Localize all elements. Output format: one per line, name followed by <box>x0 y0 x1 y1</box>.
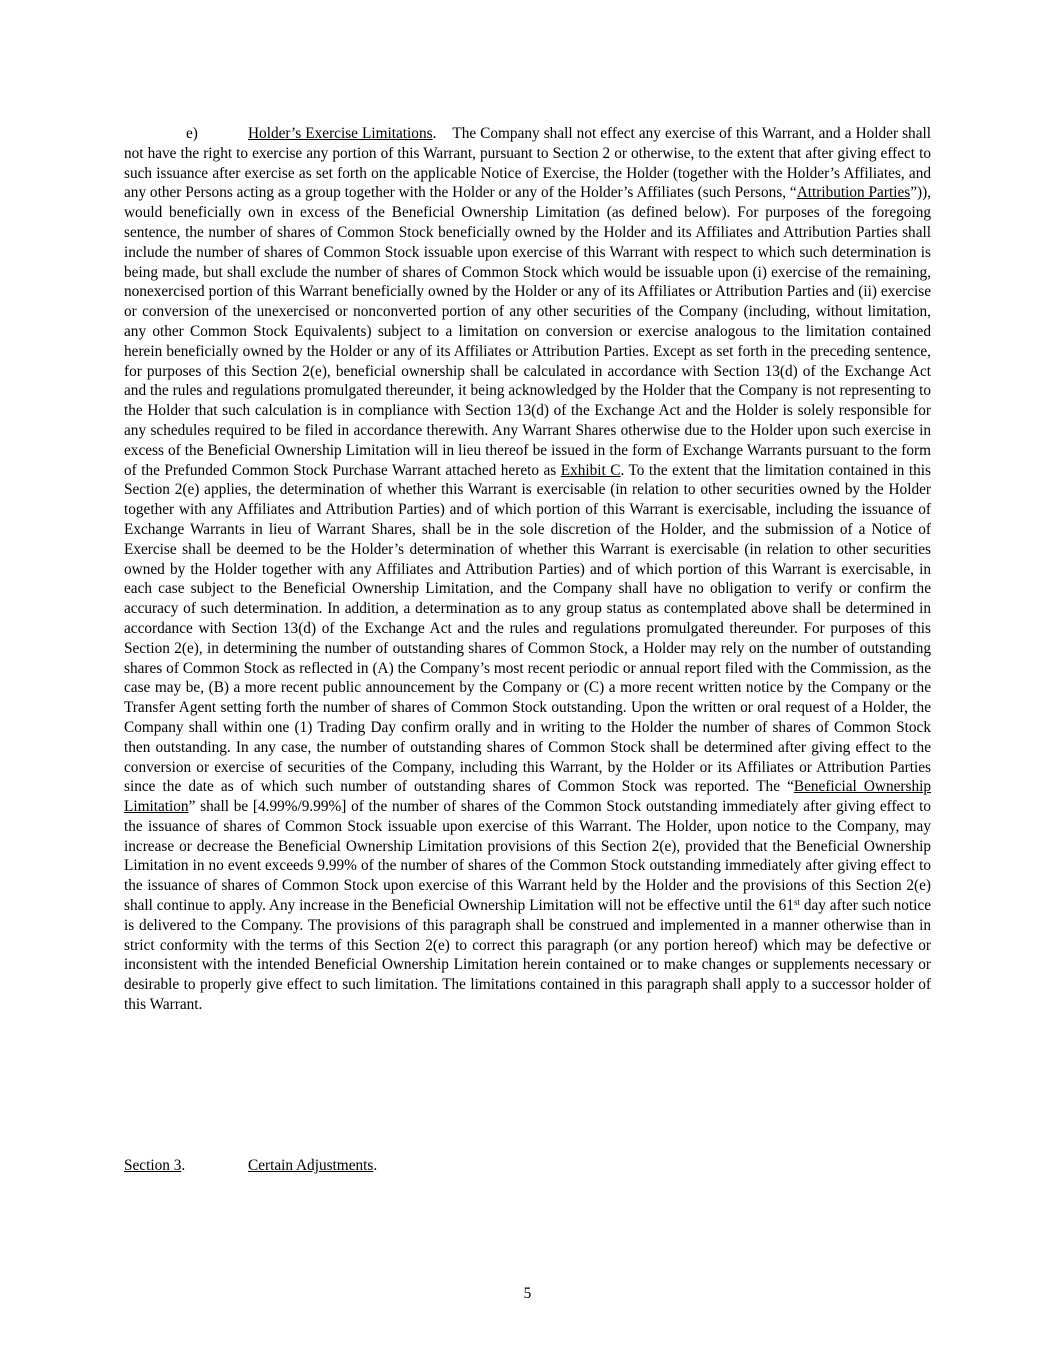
paragraph-e <box>124 124 931 1015</box>
paragraph-heading-suffix: . <box>432 125 437 142</box>
defined-term-beneficial-ownership-limitation: Beneficial Ownership Limitation <box>124 778 931 816</box>
paragraph-heading: Holder’s Exercise Limitations <box>248 125 433 142</box>
ordinal-superscript: st <box>793 897 800 908</box>
section-number-suffix: . <box>181 1157 186 1174</box>
paragraph-text-part-4: ” shall be [4.99%/9.99%] of the number of shares of the Common Stock outstanding immediately after giving effect to the issuance of shares of Common Stock issuable upon exercise of this Warrant. The Holder, upon notice to the Company, may increase or decrease the Beneficial Ownership Limitation provisions of this Section 2(e), provided that the Beneficial Ownership Limitation in no event exceeds 9.99% of the number of shares of the Common Stock outstanding immediately after giving effect to the issuance of shares of Common Stock upon exercise of this Warrant held by the Holder and the provisions of this Section 2(e) shall continue to apply. Any increase in the Beneficial Ownership Limitation will not be effective until the 61 <box>124 798 931 915</box>
page-number: 5 <box>523 1285 532 1302</box>
paragraph-text-part-2: ”)), would beneficially own in excess of the Beneficial Ownership Limitation (as defined below). For purposes of the foregoing sentence, the number of shares of Common Stock beneficially owned by the Holder and its Affiliates and Attribution Parties shall include the number of shares of Common Stock issuable upon exercise of this Warrant with respect to which such determination is being made, but shall exclude the number of shares of Common Stock which would be issuable upon (i) exercise of the remaining, nonexercised portion of this Warrant beneficially owned by the Holder or any of its Affiliates or Attribution Parties and (ii) exercise or conversion of the unexercised or nonconverted portion of any other securities of the Company (including, without limitation, any other Common Stock Equivalents) subject to a limitation on conversion or exercise analogous to the limitation contained herein beneficially owned by the Holder or any of its Affiliates or Attribution Parties. Except as set forth in the preceding sentence, for purposes of this Section 2(e), beneficial ownership shall be calculated in accordance with Section 13(d) of the Exchange Act and the rules and regulations promulgated thereunder, it being acknowledged by the Holder that the Company is not representing to the Holder that such calculation is in compliance with Section 13(d) of the Exchange Act and the Holder is solely responsible for any schedules required to be filed in accordance therewith. Any Warrant Shares otherwise due to the Holder upon such exercise in excess of the Beneficial Ownership Limitation will in lieu thereof be issued in the form of Exchange Warrants pursuant to the form of the Prefunded Common Stock Purchase Warrant attached hereto as <box>124 184 931 479</box>
section-number: Section 3 <box>124 1157 182 1174</box>
paragraph-enumerator: e) <box>186 125 198 142</box>
exhibit-c-reference: Exhibit C <box>560 461 621 479</box>
defined-term-attribution-parties: Attribution Parties <box>796 184 911 202</box>
paragraph-text-part-5: day after such notice is delivered to the Company. The provisions of this paragraph shall be construed and implemented in a manner otherwise than in strict conformity with the terms of this Section 2(e) to correct this paragraph (or any portion hereof) which may be defective or inconsistent with the intended Beneficial Ownership Limitation herein contained or to make changes or supplements necessary or desirable to properly give effect to such limitation. The limitations contained in this paragraph shall apply to a successor holder of this Warrant. <box>124 897 931 1014</box>
document-page <box>124 124 931 1174</box>
section-3-heading <box>124 1156 377 1176</box>
section-title-suffix: . <box>373 1157 378 1174</box>
paragraph-text-part-1: The Company shall not effect any exercise of this Warrant, and a Holder shall not have the right to exercise any portion of this Warrant, pursuant to Section 2 or otherwise, to the extent that after giving effect to such issuance after exercise as set forth on the applicable Notice of Exercise, the Holder (together with the Holder’s Affiliates, and any other Persons acting as a group together with the Holder or any of the Holder’s Affiliates (such Persons, “ <box>124 125 931 202</box>
section-title: Certain Adjustments <box>248 1157 374 1174</box>
paragraph-text-part-3: . To the extent that the limitation contained in this Section 2(e) applies, the determination of whether this Warrant is exercisable (in relation to other securities owned by the Holder together with any Affiliates and Attribution Parties) and of which portion of this Warrant is exercisable, including the issuance of Exchange Warrants in lieu of Warrant Shares, shall be in the sole discretion of the Holder, and the submission of a Notice of Exercise shall be deemed to be the Holder’s determination of whether this Warrant is exercisable (in relation to other securities owned by the Holder together with any Affiliates and Attribution Parties) and of which portion of this Warrant is exercisable, in each case subject to the Beneficial Ownership Limitation, and the Company shall have no obligation to verify or confirm the accuracy of such determination. In addition, a determination as to any group status as contemplated above shall be determined in accordance with Section 13(d) of the Exchange Act and the rules and regulations promulgated thereunder. For purposes of this Section 2(e), in determining the number of outstanding shares of Common Stock, a Holder may rely on the number of outstanding shares of Common Stock as reflected in (A) the Company’s most recent periodic or annual report filed with the Commission, as the case may be, (B) a more recent public announcement by the Company or (C) a more recent written notice by the Company or the Transfer Agent setting forth the number of shares of Common Stock outstanding. Upon the written or oral request of a Holder, the Company shall within one (1) Trading Day confirm orally and in writing to the Holder the number of shares of Common Stock then outstanding. In any case, the number of outstanding shares of Common Stock shall be determined after giving effect to the conversion or exercise of securities of the Company, including this Warrant, by the Holder or its Affiliates or Attribution Parties since the date as of which such number of outstanding shares of Common Stock was reported. The “ <box>124 461 931 796</box>
